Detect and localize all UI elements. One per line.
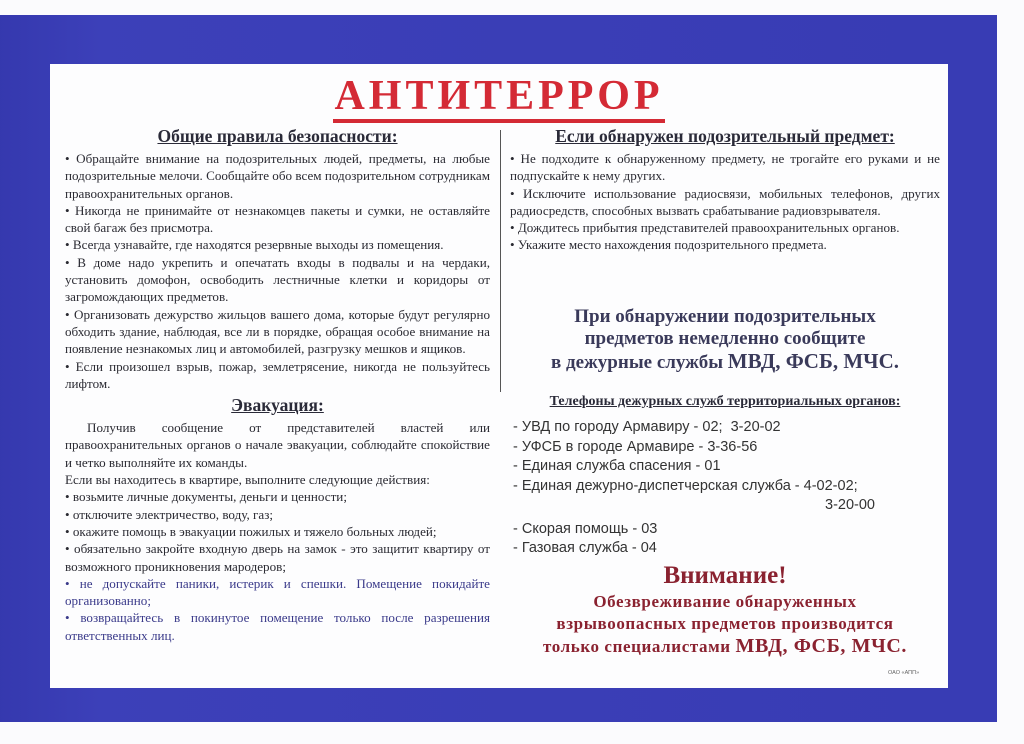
- phone-item-continuation: 3-20-00: [825, 497, 875, 513]
- evacuation-lead: Если вы находитесь в квартире, выполните следующие действия:: [65, 472, 430, 488]
- maker-mark: ОАО «АПП»: [888, 670, 920, 676]
- notice-prefix: в дежурные службы: [550, 352, 728, 373]
- right-column: [510, 126, 940, 254]
- rule-item: • Никогда не принимайте от незнакомцев пакеты и сумки, не оставляйте свой багаж без присмотра.: [65, 202, 490, 236]
- attention-title: Внимание!: [663, 562, 787, 589]
- phone-item: - Газовая служба - 04: [513, 540, 657, 556]
- poster-panel: [50, 64, 948, 688]
- rule-item: • Организовать дежурство жильцов вашего дома, которые будут регулярно обходить здание, наблюдая, все ли в порядке, обращая особое внимание на появление незнакомых лиц и автомобилей, разгрузку мешков и ящиков.: [65, 306, 490, 357]
- attention-block: [515, 561, 935, 658]
- column-divider: [500, 130, 501, 392]
- rule-item: • Обращайте внимание на подозрительных людей, предметы, на любые подозрительные мелочи. Сообщайте обо всем подозрительном сотрудникам правоохранительных органов.: [65, 151, 490, 201]
- evacuation-item: • окажите помощь в эвакуации пожилых и тяжело больных людей;: [65, 523, 437, 539]
- title-underline: [333, 119, 665, 123]
- evacuation-intro: Получив сообщение от представителей властей или правоохранительных органов о начале эвакуации, соблюдайте спокойствие и четко выполняйте их команды.: [65, 420, 490, 470]
- rule-item: • Всегда узнавайте, где находятся резервные выходы из помещения.: [65, 237, 444, 253]
- left-column: [65, 126, 490, 644]
- notice-line: предметов немедленно сообщите: [584, 328, 866, 349]
- evacuation-heading: Эвакуация:: [231, 395, 324, 416]
- notice-agencies: МВД, ФСБ, МЧС.: [727, 349, 900, 373]
- suspicious-item: • Дождитесь прибытия представителей правоохранительных органов.: [510, 220, 900, 236]
- evacuation-item: • не допускайте паники, истерик и спешки. Помещение покидайте организованно;: [65, 575, 490, 609]
- notice-line: [515, 350, 935, 374]
- suspicious-item: • Исключите использование радиосвязи, мобильных телефонов, других радиосредств, способных вызвать срабатывание радиовзрывателя.: [510, 185, 940, 218]
- evacuation-item: • отключите электричество, воду, газ;: [65, 506, 274, 522]
- phones-list: [513, 418, 943, 559]
- attention-line: [515, 635, 935, 658]
- attention-line: взрывоопасных предметов производится: [556, 614, 894, 633]
- phone-item: - УФСБ в городе Армавире - 3-36-56: [513, 438, 758, 455]
- report-notice: [515, 306, 935, 374]
- phones-heading: Телефоны дежурных служб территориальных органов:: [549, 394, 901, 409]
- suspicious-item: • Укажите место нахождения подозрительного предмета.: [510, 237, 827, 253]
- general-rules-heading: Общие правила безопасности:: [157, 126, 398, 146]
- notice-line: При обнаружении подозрительных: [574, 306, 876, 327]
- suspicious-object-heading: Если обнаружен подозрительный предмет:: [555, 126, 895, 146]
- evacuation-item: • возьмите личные документы, деньги и ценности;: [65, 489, 347, 505]
- phone-item: - Единая дежурно-диспетчерская служба - 4-02-02;: [513, 477, 858, 494]
- evacuation-item: • возвращайтесь в покинутое помещение только после разрешения ответственных лиц.: [65, 610, 490, 643]
- rule-item: • Если произошел взрыв, пожар, землетрясение, никогда не пользуйтесь лифтом.: [65, 358, 490, 391]
- poster-title: АНТИТЕРРОР: [334, 73, 664, 119]
- evacuation-item: • обязательно закройте входную дверь на замок - это защитит квартиру от возможного проникновения мародеров;: [65, 541, 490, 574]
- attention-agencies: МВД, ФСБ, МЧС.: [735, 635, 907, 657]
- attention-prefix: только специалистами: [542, 637, 736, 656]
- rule-item: • В доме надо укрепить и опечатать входы в подвалы и на чердаки, установить домофон, освободить лестничные клетки и коридоры от загромождающих предметов.: [65, 254, 490, 305]
- attention-line: Обезвреживание обнаруженных: [593, 592, 857, 611]
- phone-item: - Скорая помощь - 03: [513, 520, 658, 537]
- phone-item: - Единая служба спасения - 01: [513, 458, 721, 474]
- phone-item: - УВД по городу Армавиру - 02; 3-20-02: [513, 419, 781, 435]
- suspicious-item: • Не подходите к обнаруженному предмету, не трогайте его руками и не подпускайте к нему других.: [510, 151, 940, 184]
